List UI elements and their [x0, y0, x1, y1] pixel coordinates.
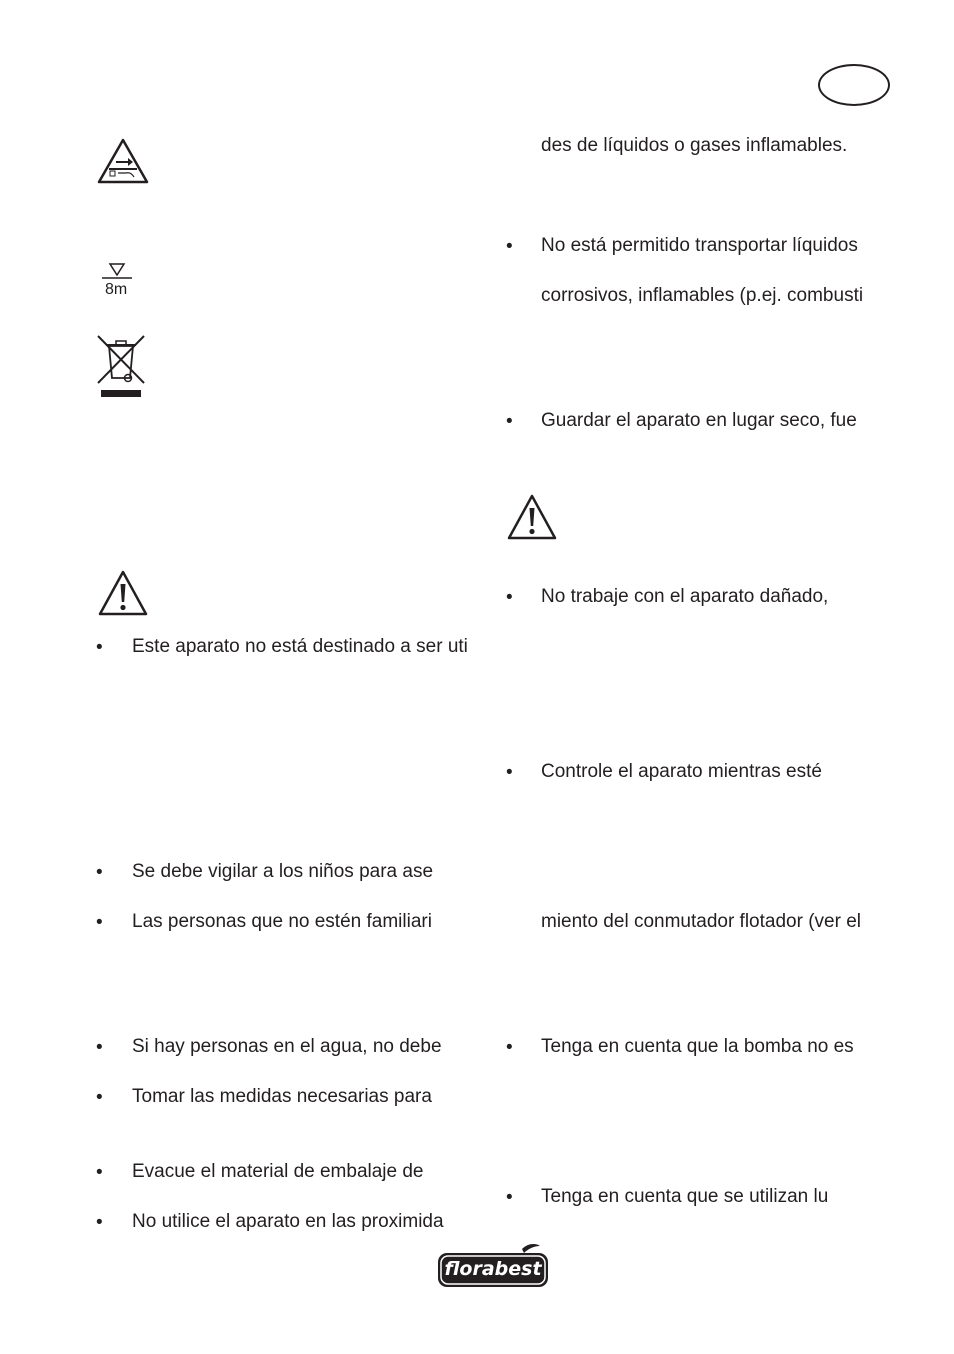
no-dry-run-warning-icon	[96, 137, 150, 185]
language-badge	[818, 64, 890, 106]
florabest-logo	[436, 1243, 550, 1294]
exclamation-warning-icon	[97, 569, 149, 617]
crossed-out-bin-icon	[96, 334, 146, 398]
brand-text: florabest	[444, 1258, 542, 1280]
continuation-text: des de líquidos o gases inflamables.	[541, 135, 848, 156]
max-depth-icon	[100, 262, 134, 298]
continuation-text: miento del conmutador flotador (ver el	[541, 911, 861, 932]
max-depth-label: 8m	[105, 281, 128, 298]
continuation-text: corrosivos, inflamables (p.ej. combusti	[541, 285, 864, 306]
exclamation-warning-icon	[506, 493, 558, 541]
